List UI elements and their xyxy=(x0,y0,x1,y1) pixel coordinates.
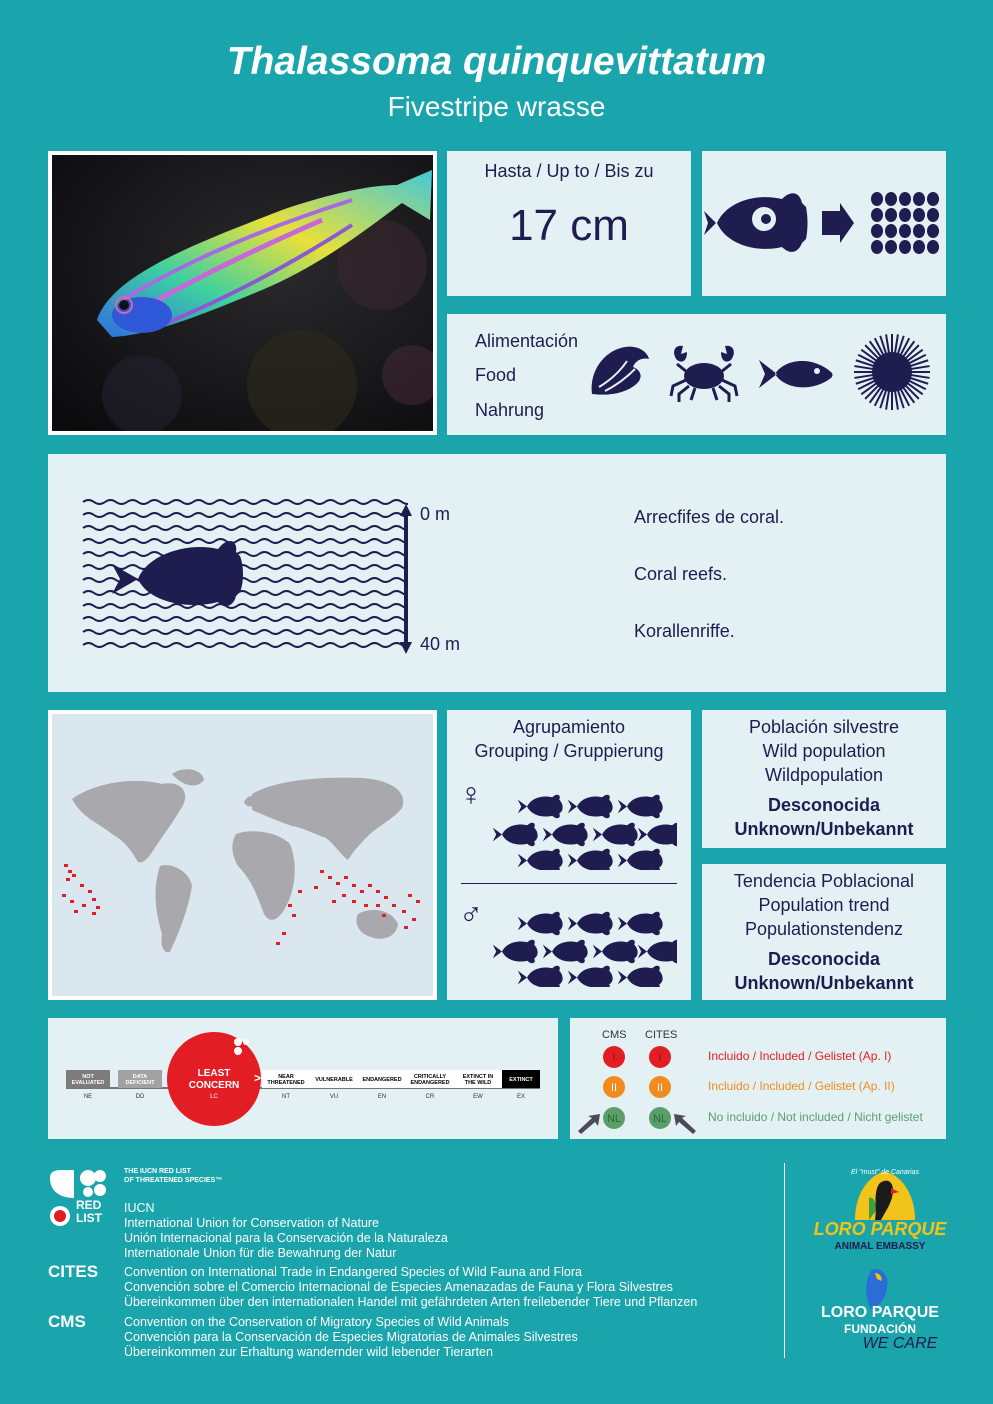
wild-pop-status-es: Desconocida xyxy=(767,795,881,815)
depth-top: 0 m xyxy=(420,504,451,524)
svg-text:I: I xyxy=(612,1052,616,1064)
egg-icon xyxy=(885,240,897,254)
egg-icon xyxy=(927,192,939,206)
cites-line-2: Convención sobre el Comercio Internacional de Especies Amenazadas de Fauna y Flora Silvestres xyxy=(124,1280,673,1294)
school-fish-icon xyxy=(518,795,563,818)
footer-divider xyxy=(784,1163,785,1358)
svg-text:NL: NL xyxy=(652,1113,668,1125)
loro-animal-embassy: ANIMAL EMBASSY xyxy=(834,1241,926,1252)
cites-badges xyxy=(570,1018,710,1139)
school-fish-icon xyxy=(593,940,638,963)
svg-text:>: > xyxy=(254,1071,262,1085)
trend-status-es: Desconocida xyxy=(767,949,881,969)
svg-text:NOT: NOT xyxy=(82,1074,94,1080)
iucn-block xyxy=(124,1201,448,1261)
svg-text:DATA: DATA xyxy=(132,1074,148,1080)
school-fish-icon xyxy=(618,912,663,935)
shell-icon xyxy=(587,339,653,405)
school-fish-icon xyxy=(618,795,663,818)
cms-abbr: CMS xyxy=(48,1312,86,1331)
loro-tag: El "must" de Canarias xyxy=(851,1169,919,1176)
school-fish-icon xyxy=(568,849,613,870)
school-fish-icon xyxy=(568,795,613,818)
cites-abbr: CITES xyxy=(48,1262,99,1281)
egg-icon xyxy=(913,240,925,254)
egg-icon xyxy=(927,240,939,254)
crab-icon xyxy=(669,342,739,404)
fish-icon xyxy=(757,352,833,396)
egg-icon xyxy=(871,224,883,238)
wild-pop-status-en-de: Unknown/Unbekannt xyxy=(734,819,914,839)
trend-status-en-de: Unknown/Unbekannt xyxy=(734,973,914,993)
svg-text:NT: NT xyxy=(282,1094,290,1100)
svg-text:LC: LC xyxy=(210,1094,218,1100)
egg-icon xyxy=(913,192,925,206)
food-label-en: Food xyxy=(475,365,517,385)
arrow-up-left-icon xyxy=(674,1114,696,1134)
male-school-icon xyxy=(477,902,677,987)
svg-text:CRITICALLY: CRITICALLY xyxy=(413,1074,447,1080)
cms-line-3: Übereinkommen zur Erhaltung wandernder wild lebender Tierarten xyxy=(124,1345,493,1359)
redlist-logo-word-2: LIST xyxy=(76,1211,102,1225)
iucn-line-1: International Union for Conservation of Nature xyxy=(124,1216,380,1230)
cites-row-2: Incluido / Included / Gelistet (Ap. II) xyxy=(708,1079,895,1093)
school-fish-icon xyxy=(518,849,563,870)
wild-pop-de: Wildpopulation xyxy=(764,765,884,785)
egg-icon xyxy=(871,208,883,222)
trend-en: Population trend xyxy=(758,895,890,915)
svg-text:CONCERN: CONCERN xyxy=(188,1080,240,1091)
cites-col-label: CITES xyxy=(645,1029,678,1041)
svg-text:DEFICIENT: DEFICIENT xyxy=(125,1080,155,1086)
cites-row-1: Incluido / Included / Gelistet (Ap. I) xyxy=(708,1049,892,1063)
school-fish-icon xyxy=(543,823,588,846)
svg-text:EXTINCT IN: EXTINCT IN xyxy=(462,1074,494,1080)
egg-icon xyxy=(913,208,925,222)
cites-block xyxy=(124,1265,697,1310)
svg-text:LEAST: LEAST xyxy=(197,1068,231,1079)
egg-icon xyxy=(913,224,925,238)
svg-text:I: I xyxy=(658,1052,662,1064)
egg-icon xyxy=(899,240,911,254)
svg-text:ENDANGERED: ENDANGERED xyxy=(362,1077,402,1083)
female-school-icon xyxy=(477,785,677,870)
svg-text:II: II xyxy=(610,1082,618,1094)
egg-icon xyxy=(927,224,939,238)
sea-urchin-icon xyxy=(852,332,932,412)
size-label: Hasta / Up to / Bis zu xyxy=(484,161,654,181)
svg-text:THREATENED: THREATENED xyxy=(267,1080,305,1086)
iucn-line-3: Internationale Union für die Bewahrung der Natur xyxy=(124,1246,397,1260)
egg-icon xyxy=(927,208,939,222)
redlist-title-2: OF THREATENED SPECIES™ xyxy=(124,1177,223,1184)
iucn-scale xyxy=(48,1018,558,1139)
egg-icon xyxy=(885,224,897,238)
svg-text:NE: NE xyxy=(83,1094,93,1100)
cites-cms-panel xyxy=(570,1018,946,1139)
fish-photo xyxy=(52,155,433,431)
loro-fundacion-parrot-logo xyxy=(855,1267,895,1309)
school-fish-icon xyxy=(638,940,677,963)
egg-icon xyxy=(871,240,883,254)
wild-pop-en: Wild population xyxy=(762,741,886,761)
scientific-name: Thalassoma quinquevittatum xyxy=(226,40,767,83)
photo-frame xyxy=(48,151,437,435)
iucn-scale-panel xyxy=(48,1018,558,1139)
fish-to-eggs-icon xyxy=(702,151,946,296)
habitat-es: Arrecfifes de coral. xyxy=(634,507,785,527)
svg-text:VU: VU xyxy=(329,1094,339,1100)
habitat-en: Coral reefs. xyxy=(634,564,728,584)
trend-es: Tendencia Poblacional xyxy=(733,871,915,891)
iucn-line-2: Unión Internacional para la Conservación de la Naturaleza xyxy=(124,1231,448,1245)
food-label-es: Alimentación xyxy=(475,331,579,351)
svg-text:EW: EW xyxy=(473,1094,483,1100)
egg-icon xyxy=(899,192,911,206)
map-frame xyxy=(48,710,437,1000)
habitat-panel xyxy=(48,454,946,692)
depth-waves-icon xyxy=(78,494,408,659)
school-fish-icon xyxy=(518,966,563,987)
school-fish-icon xyxy=(543,940,588,963)
school-fish-icon xyxy=(518,912,563,935)
habitat-de: Korallenriffe. xyxy=(634,621,735,641)
female-icon: ♀ xyxy=(459,776,483,812)
size-panel xyxy=(447,151,691,296)
school-fish-icon xyxy=(568,966,613,987)
cites-line-3: Übereinkommen über den internationalen Handel mit gefährdeten Arten freilebender Tiere und Pflanzen xyxy=(124,1295,698,1309)
grouping-panel xyxy=(447,710,691,1000)
trend-de: Populationstendenz xyxy=(744,919,904,939)
arrow-up-right-icon xyxy=(578,1114,600,1134)
svg-text:EVALUATED: EVALUATED xyxy=(71,1080,105,1086)
cms-line-1: Convention on the Conservation of Migratory Species of Wild Animals xyxy=(124,1315,509,1329)
cites-line-1: Convention on International Trade in Endangered Species of Wild Fauna and Flora xyxy=(124,1265,582,1279)
wild-population-panel xyxy=(702,710,946,848)
male-icon: ♂ xyxy=(459,896,483,932)
size-value: 17 cm xyxy=(509,201,629,250)
loro-we-care: WE CARE xyxy=(862,1335,938,1352)
school-fish-icon xyxy=(618,966,663,987)
distribution-map xyxy=(52,714,433,996)
school-fish-icon xyxy=(493,940,538,963)
svg-text:EX: EX xyxy=(516,1094,526,1100)
cms-col-label: CMS xyxy=(602,1029,627,1041)
svg-text:ENDANGERED: ENDANGERED xyxy=(410,1080,450,1086)
cms-line-2: Convención para la Conservación de Especies Migratorias de Animales Silvestres xyxy=(124,1330,578,1344)
divider xyxy=(461,883,677,884)
svg-text:CR: CR xyxy=(425,1094,435,1100)
least-concern-circle xyxy=(167,1032,261,1126)
loro-fundacion: FUNDACIÓN xyxy=(844,1322,916,1336)
school-fish-icon xyxy=(593,823,638,846)
egg-icon xyxy=(871,192,883,206)
svg-text:THE WILD: THE WILD xyxy=(464,1080,492,1086)
egg-icon xyxy=(885,192,897,206)
grouping-title-en-de: Grouping / Gruppierung xyxy=(474,741,664,761)
svg-text:NEAR: NEAR xyxy=(278,1074,294,1080)
egg-icon xyxy=(899,224,911,238)
svg-text:NL: NL xyxy=(606,1113,622,1125)
depth-arrow-icon xyxy=(398,504,414,654)
redlist-logo-word-1: RED xyxy=(76,1198,102,1212)
loro-parque-name-2: LORO PARQUE xyxy=(821,1304,939,1321)
iucn-abbr: IUCN xyxy=(124,1201,155,1215)
food-label-de: Nahrung xyxy=(475,400,545,420)
depth-bottom: 40 m xyxy=(420,634,461,654)
reproduction-panel xyxy=(702,151,946,296)
svg-text:EN: EN xyxy=(377,1094,387,1100)
school-fish-icon xyxy=(568,912,613,935)
svg-text:DD: DD xyxy=(135,1094,145,1100)
food-panel xyxy=(447,314,946,435)
trend-panel xyxy=(702,864,946,1000)
egg-icon xyxy=(885,208,897,222)
grouping-title-es: Agrupamiento xyxy=(512,717,626,737)
svg-text:VULNERABLE: VULNERABLE xyxy=(315,1077,353,1083)
wild-pop-es: Población silvestre xyxy=(748,717,900,737)
school-fish-icon xyxy=(618,849,663,870)
cms-block xyxy=(124,1315,578,1360)
egg-icon xyxy=(899,208,911,222)
cites-row-3: No incluido / Not included / Nicht gelistet xyxy=(708,1110,923,1124)
redlist-title-1: THE IUCN RED LIST xyxy=(124,1168,191,1175)
redlist-logo-text xyxy=(76,1199,102,1225)
school-fish-icon xyxy=(493,823,538,846)
svg-text:II: II xyxy=(656,1082,664,1094)
svg-text:EXTINCT: EXTINCT xyxy=(509,1077,533,1083)
loro-parque-name-1: LORO PARQUE xyxy=(813,1219,947,1239)
common-name: Fivestripe wrasse xyxy=(387,91,606,122)
school-fish-icon xyxy=(638,823,677,846)
